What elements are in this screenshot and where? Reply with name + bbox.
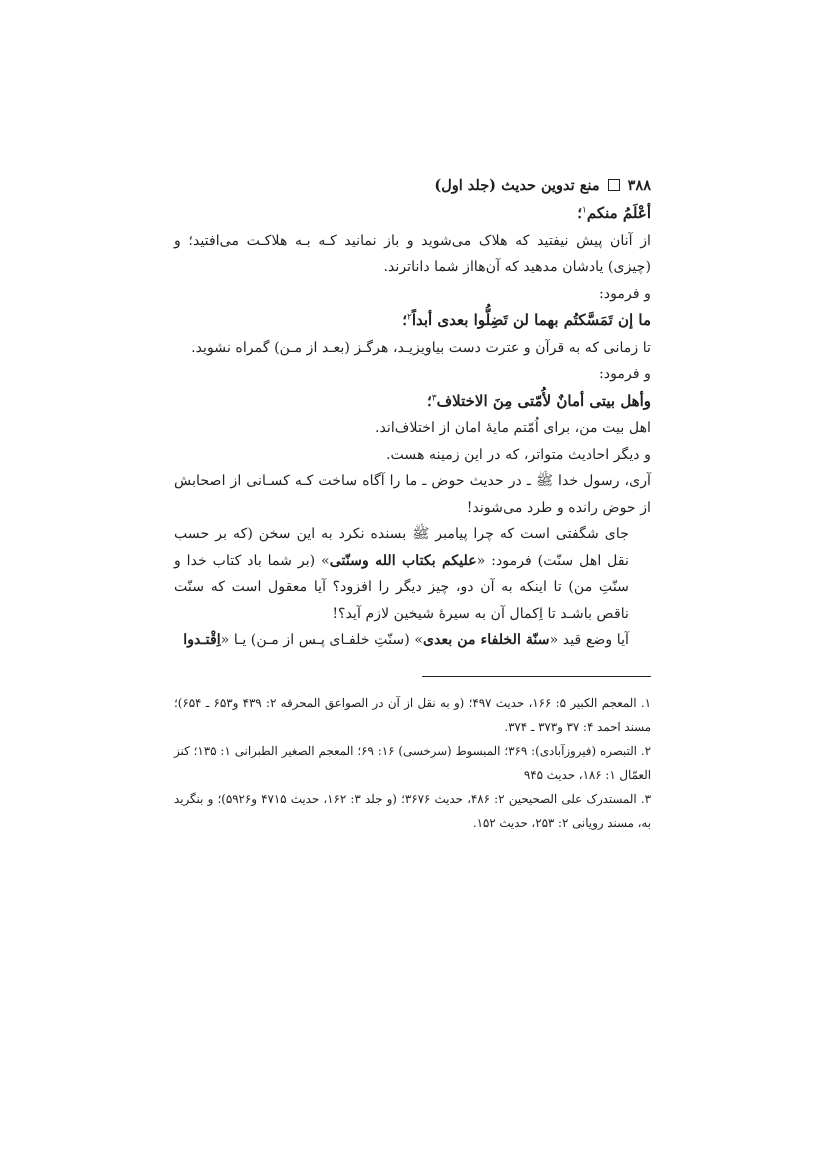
hadith-3: وأهل بیتی أمانٌ لأُمّتی مِنَ الاختلاف$^۳$؛ [426,391,651,410]
square-icon [608,179,620,191]
translation-3: اهل بیت من، برای اُمّتم مایهٔ امان از اختلاف‌اند. [374,420,651,436]
main-text [174,200,651,654]
paragraph-wonder: جای شگفتی است که چرا پیامبر ﷺ بسنده نکرد به این سخن (که بر حسب نقل اهل سنّت) فرمود: «علیکم بکتاب الله وسنّتی» (بر شما باد کتاب خدا و سنّتِ من) تا اینکه به آن دو، چیز دیگر را افزود؟ آیا معقول است که سنّت ناقص باشـد تا اِکمال آن به سیرهٔ شیخین لازم آید؟! [174,526,629,622]
paragraph-mutawatir: و دیگر احادیث متواتر، که در این زمینه هست. [385,446,651,463]
paragraph-hawd: آری، رسول خدا ﷺ ـ در حدیث حوض ـ ما را آگاه ساخت کـه کسـانی از اصحابش از حوض رانده و طرد می‌شوند! [174,473,651,516]
paragraph-question: آیا وضع قید «سنّة الخلفاء من بعدی» (سنّتِ خلفـای پـس از مـن) یـا «اِقْتـدوا [183,632,629,648]
hadith-1: أعْلَمُ منكم$^۱$؛ [577,204,651,222]
translation-1: از آنان پیش نیفتید که هلاک می‌شوید و باز نمانید کـه بـه هلاکـت می‌افتید؛ و (چیزی) یادشان مدهید که آن‌هااز شما داناترند. [174,232,651,275]
page-number: ۳۸۸ [627,176,651,194]
translation-2: تا زمانی که به قرآن و عترت دست بیاویزیـد، هرگـز (بعـد از مـن) گمراه نشوید. [191,339,651,356]
footnote-ref-3: ۳ [431,392,437,403]
book-page [174,170,651,835]
hadith-2: ما إن تَمَسَّكتُم بهما لن تَضِلُّوا بعدی أبداً$^۲$؛ [402,311,651,329]
footnotes [174,691,651,835]
said-label-2: و فرمود: [599,366,651,382]
page-header [174,170,651,200]
said-label-1: و فرمود: [599,285,651,302]
footnote-divider [174,654,651,691]
footnote-2: ۲. التبصره (فیروزآبادی): ۳۶۹؛ المبسوط (سرخسی) ۱۶: ۶۹؛ المعجم الصغیر الطبرانی ۱: ۱۳۵؛ کنز العمّال ۱: ۱۸۶، حدیث ۹۴۵ [174,743,652,782]
footnote-ref-2: ۲ [406,312,412,323]
footnote-ref-1: ۱ [582,205,587,216]
footnote-1: ۱. المعجم الکبیر ۵: ۱۶۶، حدیث ۴۹۷؛ (و به نقل از آن در الصواعق المحرقه ۲: ۴۳۹ و۶۵۳ ـ ۶۵۴)؛ مسند احمد ۴: ۳۷ و۳۷۳ ـ ۳۷۴. [174,695,651,734]
running-title: منع تدوین حدیث (جلد اول) [434,176,600,194]
footnote-3: ۳. المستدرک علی الصحیحین ۲: ۴۸۶، حدیث ۳۶۷۶؛ (و جلد ۳: ۱۶۲، حدیث ۴۷۱۵ و۵۹۲۶)؛ و بنگرید به، مسند رویانی ۲: ۲۵۳، حدیث ۱۵۲. [174,791,651,830]
